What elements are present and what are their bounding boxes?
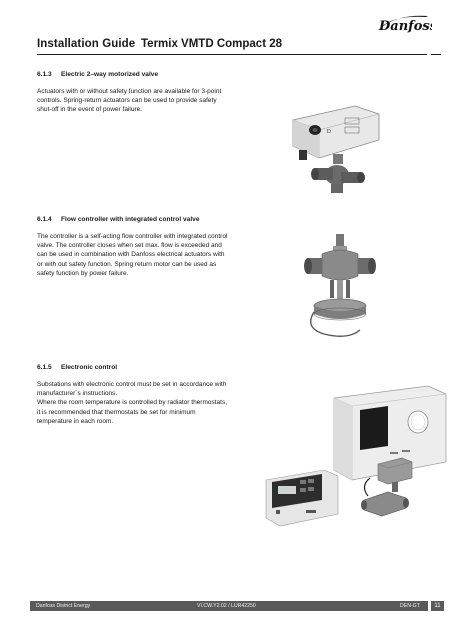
section-heading-6-1-3 — [37, 71, 158, 78]
section-paragraph-6-1-3 — [37, 87, 249, 115]
danfoss-logo — [376, 12, 432, 36]
header-guide-title: Installation Guide — [37, 38, 136, 50]
paragraph-line: temperature in each room. — [37, 417, 114, 425]
section-paragraph-6-1-5 — [37, 380, 249, 426]
section-title: Electronic control — [61, 364, 118, 371]
paragraph-line: manufacturer´s instructions. — [37, 390, 118, 398]
actuator-valve-image — [358, 456, 418, 528]
paragraph-line: The controller is a self-acting flow controller with integrated control — [37, 233, 228, 240]
motorized-valve-image — [275, 100, 385, 195]
section-heading-6-1-4 — [37, 216, 200, 223]
paragraph-line: it is recommended that thermostats be set for minimum — [37, 408, 196, 416]
svg-text:D: D — [327, 129, 331, 135]
flow-controller-image — [300, 232, 380, 342]
footer-locale: DEN-GT — [400, 602, 420, 609]
paragraph-line: valve. The controller closes when set max. flow is exceeded and — [37, 242, 222, 250]
page-number: 11 — [431, 601, 444, 611]
paragraph-line: or with out safety function. Spring return motor can be used as — [37, 260, 217, 268]
page-footer — [30, 601, 448, 611]
paragraph-line: controls. Spring-return actuators can be used to provide safety — [37, 97, 217, 105]
page-header — [37, 38, 437, 54]
footer-company: Danfoss District Energy — [36, 602, 91, 609]
section-heading-6-1-5 — [37, 364, 117, 371]
paragraph-line: safety function by power failure. — [37, 269, 129, 277]
section-title: Electric 2–way motorized valve — [61, 71, 159, 78]
paragraph-line: Actuators with or without safety function are available for 3-point — [37, 88, 222, 95]
paragraph-line: Where the room temperature is controlled by radiator thermostats, — [37, 399, 228, 407]
section-title: Flow controller with integrated control valve — [61, 216, 200, 223]
paragraph-line: can be used in combination with Danfoss electrical actuators with — [37, 251, 225, 259]
header-rule — [37, 54, 427, 55]
paragraph-line: Substations with electronic control must be set in accordance with — [37, 381, 227, 388]
section-number: 6.1.3 — [37, 71, 52, 78]
header-rule-tail — [431, 54, 441, 55]
header-product-title: Termix VMTD Compact 28 — [141, 38, 283, 50]
logo-text: Danfoss — [379, 19, 432, 34]
controller-panel-image — [262, 466, 342, 528]
footer-doc-code: VI.CW.Y2.02 / LUR42250 — [197, 602, 256, 609]
paragraph-line: shut-off in the event of power failure. — [37, 106, 143, 114]
section-paragraph-6-1-4 — [37, 232, 249, 278]
section-number: 6.1.5 — [37, 364, 52, 371]
section-number: 6.1.4 — [37, 216, 52, 223]
